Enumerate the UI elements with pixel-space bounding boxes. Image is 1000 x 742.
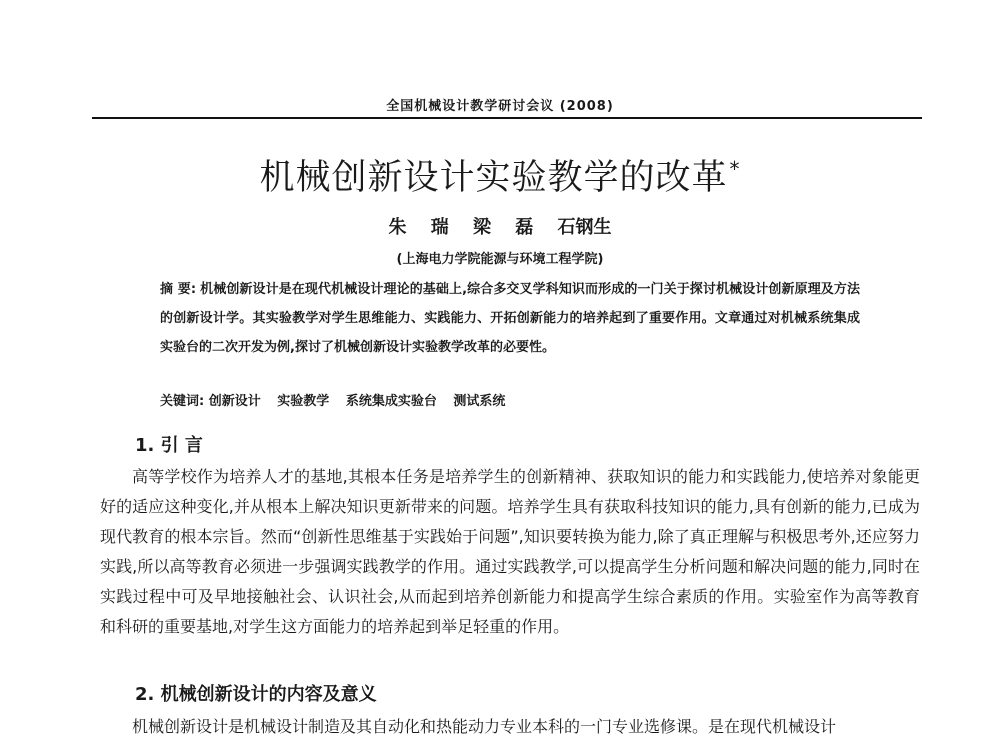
section-heading-introduction: 1. 引 言: [135, 435, 203, 456]
running-header: 全国机械设计教学研讨会议 (2008): [386, 99, 614, 114]
section-paragraph-content: 机械创新设计是机械设计制造及其自动化和热能动力专业本科的一门专业选修课。是在现代机械设计: [132, 717, 837, 736]
abstract-text: 机械创新设计是在现代机械设计理论的基础上,综合多交叉学科知识而形成的一门关于探讨机械设计创新原理及方法的创新设计学。其实验教学对学生思维能力、实践能力、开拓创新能力的培养起到了重要作用。文章通过对机械系统集成实验台的二次开发为例,探讨了机械创新设计实验教学改革的必要性。: [160, 282, 860, 355]
abstract-label: 摘 要:: [160, 282, 197, 297]
paper-title: [0, 150, 1000, 200]
header-rule: [92, 117, 922, 119]
keywords-label: 关键词:: [160, 394, 205, 409]
keyword: 实验教学: [277, 394, 330, 409]
keywords: [160, 390, 860, 409]
authors: 朱 瑞 梁 磊 石钢生: [388, 217, 612, 238]
section-paragraph-introduction: 高等学校作为培养人才的基地,其根本任务是培养学生的创新精神、获取知识的能力和实践能力,使培养对象能更好的适应这种变化,并从根本上解决知识更新带来的问题。培养学生具有获取科技知识的能力,具有创新的能力,已成为现代教育的根本宗旨。然而“创新性思维基于实践始于问题”,知识要转换为能力,除了真正理解与积极思考外,还应努力实践,所以高等教育必须进一步强调实践教学的作用。通过实践教学,可以提高学生分析问题和解决问题的能力,同时在实践过程中可及早地接触社会、认识社会,从而起到培养创新能力和提高学生综合素质的作用。实验室作为高等教育和科研的重要基地,对学生这方面能力的培养起到举足轻重的作用。: [100, 467, 920, 636]
abstract: [160, 275, 860, 362]
keyword: 创新设计: [208, 394, 261, 409]
section-heading-content: 2. 机械创新设计的内容及意义: [135, 684, 377, 705]
footnote-mark: *: [729, 157, 741, 182]
affiliation: (上海电力学院能源与环境工程学院): [396, 252, 604, 267]
paper-title-text: 机械创新设计实验教学的改革: [259, 158, 728, 198]
keyword: 系统集成实验台: [345, 394, 437, 409]
keyword: 测试系统: [453, 394, 506, 409]
